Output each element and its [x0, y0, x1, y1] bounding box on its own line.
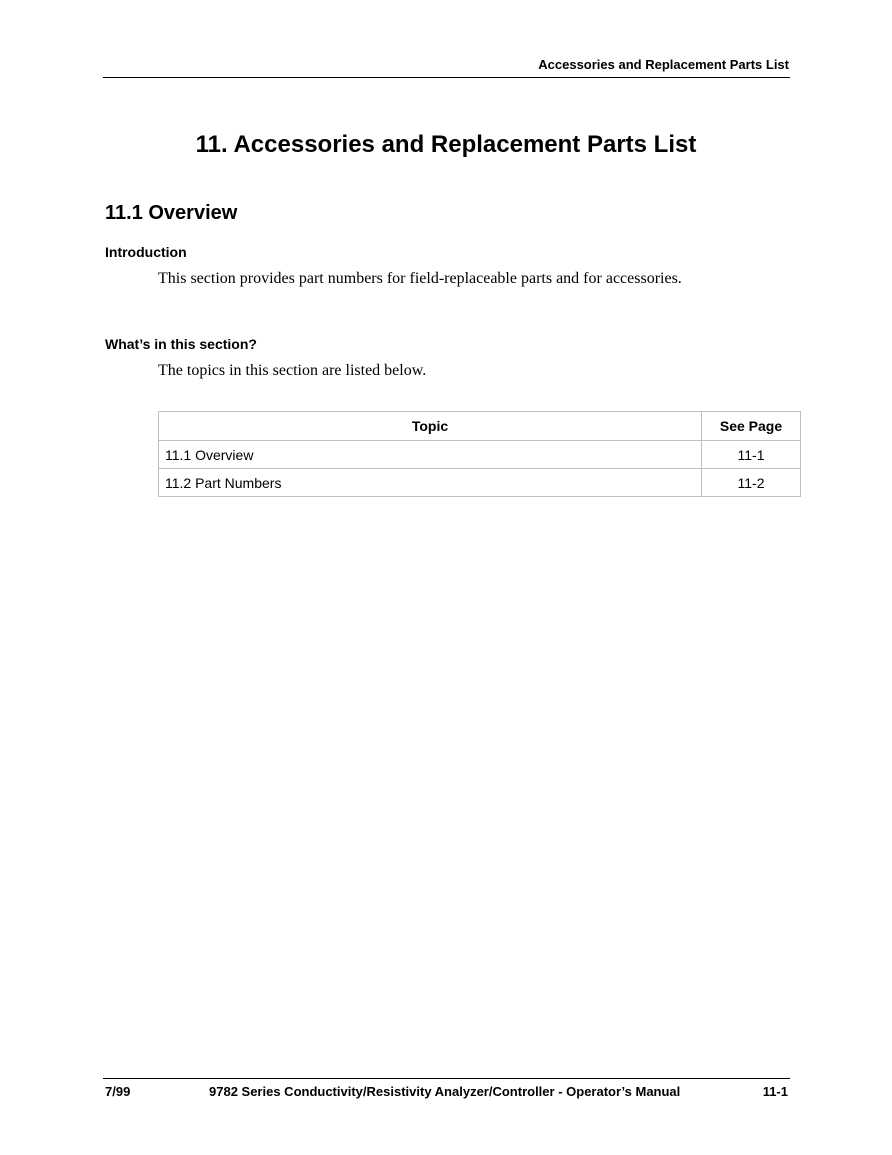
table-row — [159, 469, 801, 497]
section-title: 11.1 Overview — [105, 202, 238, 224]
chapter-title: 11. Accessories and Replacement Parts List — [195, 131, 697, 158]
page-cell: 11-2 — [702, 469, 801, 497]
page-cell: 11-1 — [702, 441, 801, 469]
running-header-title: Accessories and Replacement Parts List — [538, 57, 789, 72]
footer-page-number: 11-1 — [762, 1084, 788, 1099]
column-header-topic: Topic — [159, 412, 702, 441]
topic-cell: 11.2 Part Numbers — [159, 469, 702, 497]
topic-cell: 11.1 Overview — [159, 441, 702, 469]
column-header-see-page: See Page — [702, 412, 801, 441]
footer-divider — [103, 1078, 790, 1079]
topics-table — [158, 411, 801, 497]
table-header-row — [159, 412, 801, 441]
table-row — [159, 441, 801, 469]
introduction-text: This section provides part numbers for field-replaceable parts and for accessories. — [158, 270, 682, 287]
footer-manual-title: 9782 Series Conductivity/Resistivity Analyzer/Controller - Operator’s Manual — [209, 1084, 681, 1099]
header-divider — [103, 77, 790, 78]
footer-date: 7/99 — [105, 1084, 131, 1099]
whats-in-section-text: The topics in this section are listed below. — [158, 362, 427, 379]
introduction-heading: Introduction — [105, 244, 187, 260]
whats-in-section-heading: What’s in this section? — [105, 336, 257, 352]
